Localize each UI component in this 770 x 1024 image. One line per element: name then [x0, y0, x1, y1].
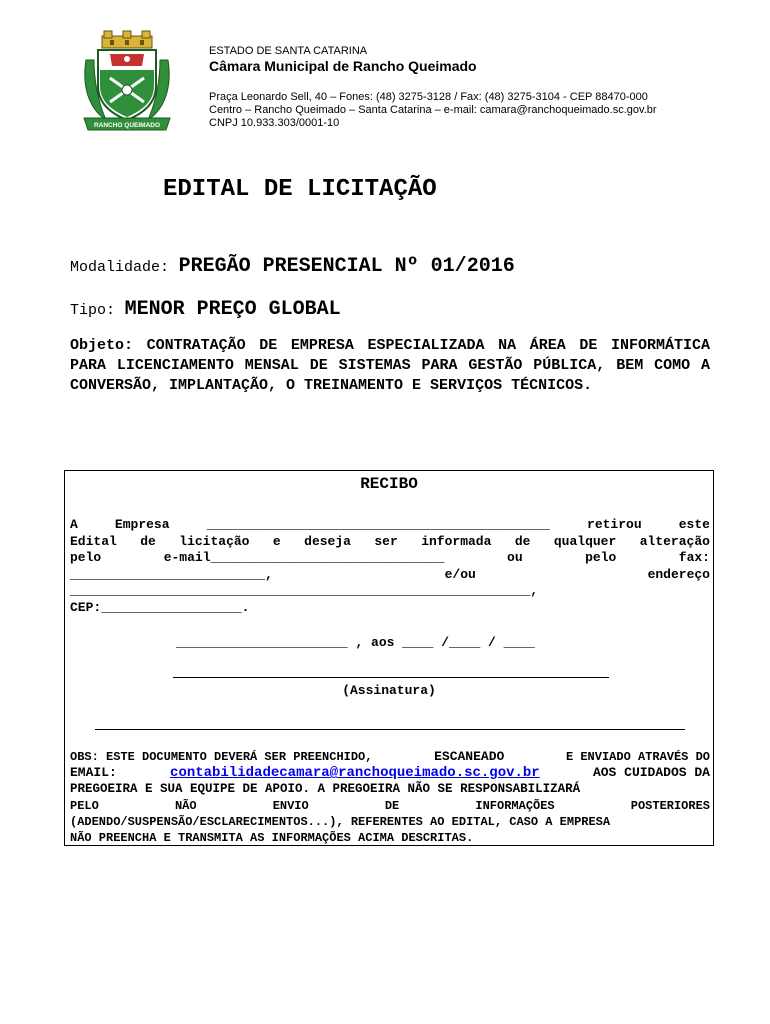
document-title: EDITAL DE LICITAÇÃO: [163, 176, 437, 203]
word: alteração: [639, 533, 710, 549]
crest-ribbon-text: RANCHO QUEIMADO: [93, 122, 161, 129]
obs-text: ENVIO: [272, 798, 309, 813]
tipo-value: MENOR PREÇO GLOBAL: [124, 298, 341, 321]
address-line-1: Praça Leonardo Sell, 40 – Fones: (48) 3275-3128 / Fax: (48) 3275-3104 - CEP 88470-000: [209, 91, 648, 103]
word: retirou: [587, 517, 642, 532]
word: este: [678, 517, 710, 532]
date-line: ______________________ , aos ____ /____ / ____: [176, 635, 535, 650]
recibo-row-2: [70, 534, 710, 551]
obs-line-5: (ADENDO/SUSPENSÃO/ESCLARECIMENTOS...), REFERENTES AO EDITAL, CASO A EMPRESA: [70, 814, 611, 829]
word: de: [514, 533, 531, 549]
tipo-label: Tipo:: [70, 302, 116, 319]
word: ser: [374, 533, 398, 549]
word: de: [140, 533, 156, 549]
word: qualquer: [553, 533, 617, 549]
obs-text: E ENVIADO ATRAVÉS DO: [565, 750, 710, 764]
word: ou: [507, 550, 523, 566]
objeto-paragraph: Objeto: CONTRATAÇÃO DE EMPRESA ESPECIALIZADA NA ÁREA DE INFORMÁTICA PARA LICENCIAMENTO MENSAL DE SISTEMAS PARA GESTÃO PÚBLICA, BEM COMO A CONVERSÃO, IMPLANTAÇÃO, O TREINAMENTO E SERVIÇOS TÉCNICOS.: [70, 337, 710, 394]
recibo-row-4: [70, 567, 710, 584]
obs-text: AOS CUIDADOS DA: [592, 765, 710, 781]
fax-blank: _________________________,: [70, 566, 273, 582]
recibo-form-box: [64, 470, 714, 846]
word: Empresa: [114, 517, 170, 532]
chamber-name: Câmara Municipal de Rancho Queimado: [209, 58, 477, 74]
obs-text: OBS: ESTE DOCUMENTO DEVERÁ SER PREENCHIDO,: [70, 750, 373, 764]
word: endereço: [647, 566, 710, 582]
obs-text: POSTERIORES: [630, 798, 710, 813]
obs-line-4: [70, 798, 710, 814]
municipal-crest-logo: [80, 30, 174, 132]
modalidade-line: [70, 255, 515, 278]
signature-line: [173, 677, 609, 678]
obs-note: [70, 749, 710, 846]
word: A: [70, 517, 78, 532]
word: pelo: [585, 550, 617, 566]
recibo-title: RECIBO: [360, 475, 418, 493]
signature-label: (Assinatura): [342, 683, 436, 698]
email-link[interactable]: contabilidadecamara@ranchoqueimado.sc.gov.br: [170, 765, 540, 782]
word: licitação: [179, 533, 250, 549]
obs-text: EMAIL:: [70, 765, 117, 781]
word: Edital: [70, 533, 117, 549]
word: informada: [421, 533, 492, 549]
state-name: ESTADO DE SANTA CATARINA: [209, 45, 368, 57]
address-line-2: Centro – Rancho Queimado – Santa Catarina – e-mail: camara@ranchoqueimado.sc.gov.br: [209, 104, 657, 116]
obs-text: DE: [384, 798, 400, 813]
address-blank: ___________________________________________________________,: [70, 583, 539, 599]
tipo-line: [70, 298, 341, 321]
divider-line: [95, 729, 685, 730]
recibo-row-1: [70, 517, 710, 534]
cnpj: CNPJ 10.933.303/0001-10: [209, 117, 340, 129]
modalidade-value: PREGÃO PRESENCIAL Nº 01/2016: [178, 255, 515, 278]
obs-line-3: PREGOEIRA E SUA EQUIPE DE APOIO. A PREGOEIRA NÃO SE RESPONSABILIZARÁ: [70, 782, 581, 797]
obs-text: PELO: [70, 798, 99, 813]
modalidade-label: Modalidade:: [70, 259, 170, 276]
obs-text: ESCANEADO: [434, 749, 505, 764]
obs-text: INFORMAÇÕES: [475, 798, 555, 813]
company-name-blank: ____________________________________________: [206, 517, 550, 532]
recibo-row-3: [70, 550, 710, 567]
cep-blank: CEP:__________________.: [70, 599, 250, 615]
obs-text: NÃO: [174, 798, 197, 813]
obs-line-1: [70, 749, 710, 765]
word: e/ou: [444, 566, 476, 582]
obs-line-2: [70, 765, 710, 781]
word: fax:: [678, 550, 710, 566]
word: deseja: [304, 533, 351, 549]
recibo-body: [70, 517, 710, 617]
word: pelo: [70, 550, 102, 566]
word: e: [272, 533, 281, 549]
obs-line-6: NÃO PREENCHA E TRANSMITA AS INFORMAÇÕES ACIMA DESCRITAS.: [70, 831, 474, 846]
email-blank: e-mail______________________________: [163, 550, 445, 566]
